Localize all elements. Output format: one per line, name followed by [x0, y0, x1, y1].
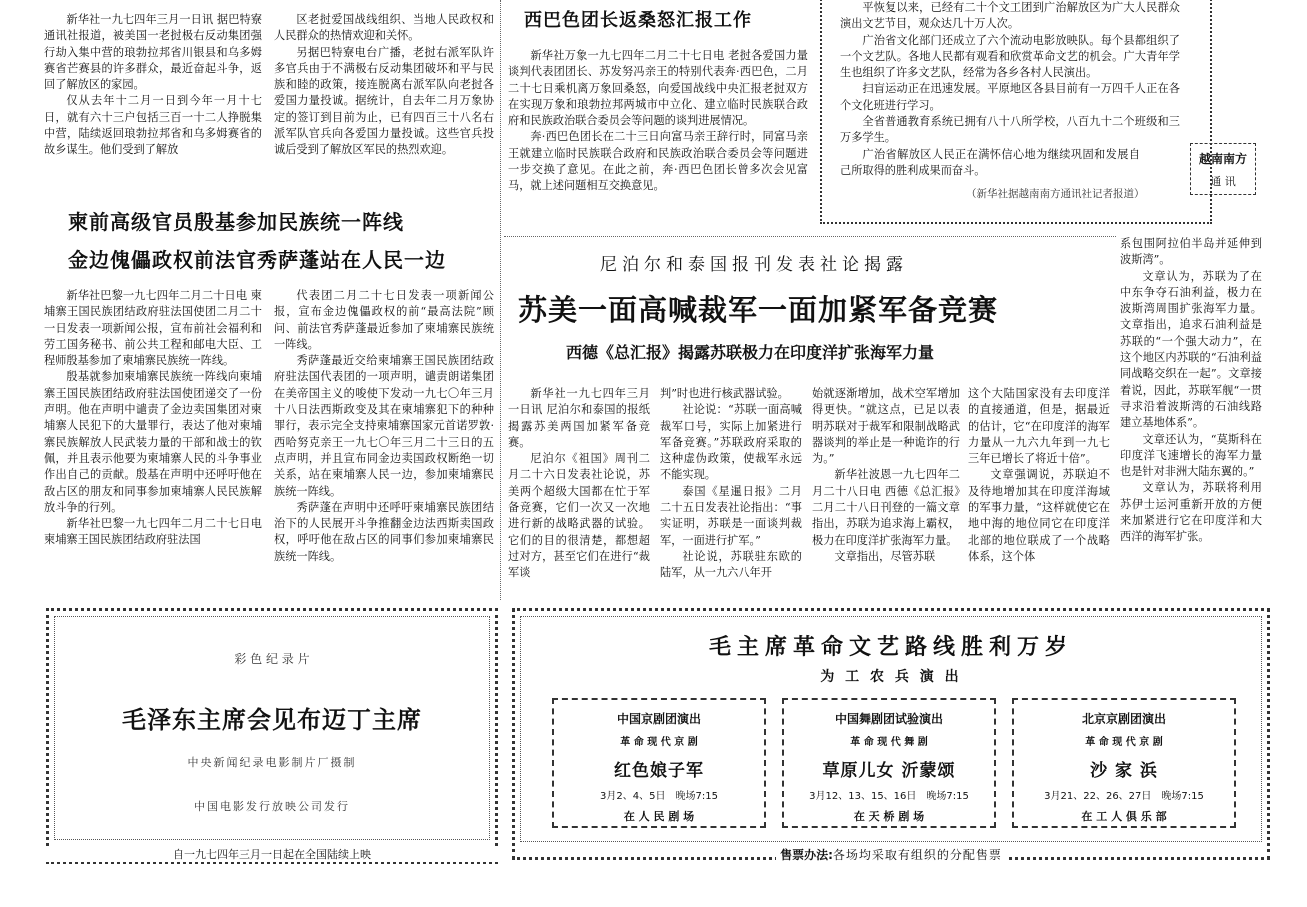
- paragraph: 区老挝爱国战线组织、当地人民政权和人民群众的热情欢迎和关怀。: [274, 13, 494, 43]
- film-producer: 中央新闻纪录电影制片厂摄制: [187, 756, 357, 769]
- paragraph: 新华社万象一九七四年二月二十七日电 老挝各爱国力量谈判代表团团长、苏发努冯亲王的特别代表奔·西巴色，二月二十七日乘机离万象回桑怒，向爱国战线中央汇报老挝双方在实现万象和琅勃拉邦两城市中立化、建立临时民族联合政府和民族政治联合委员会等问题的谈判进展情况。: [508, 49, 808, 128]
- paragraph: 秀萨蓬在声明中还呼吁柬埔寨民族团结治下的人民展开斗争推翻金边法西斯卖国政权，呼吁他在敌占区的同事们参加柬埔寨民族统一阵线。: [274, 500, 494, 563]
- cambodia-col2: [274, 288, 494, 590]
- paragraph: 仅从去年十二月一日到今年一月十七日，就有六十三户包括三百一十二人挣脱集中营，陆续返回琅勃拉邦省和乌多姆赛省的故乡谋生。他们受到了解放: [44, 94, 262, 157]
- cambodia-col1: [44, 288, 262, 590]
- vietnam-culture-text: [840, 0, 1180, 200]
- ticket-org: 中国京剧团演出: [616, 712, 701, 726]
- film-title: 毛泽东主席会见布迈丁主席: [122, 706, 422, 734]
- cambodia-headline-1: 柬前高级官员殷基参加民族统一阵线: [68, 210, 404, 234]
- film-type-label: 彩 色 纪 录 片: [234, 652, 310, 666]
- paragraph: 文章指出，尽管苏联: [834, 549, 936, 563]
- paragraph: 新华社巴黎一九七四年二月二十七日电 柬埔寨王国民族团结政府驻法国: [44, 517, 262, 547]
- paragraph: 判”时也进行核武器试验。: [660, 387, 789, 400]
- sale-text: 各场均采取有组织的分配售票: [833, 848, 1006, 862]
- ticket-show: 草原儿女 沂蒙颂: [822, 761, 956, 781]
- paragraph: 广治省文化部门还成立了六个流动电影放映队。每个县都组织了一个文艺队。各地人民都有观看和欣赏革命文艺的机会。广大青年学生也组织了许多文艺队，经常为各乡各村人民演出。: [840, 33, 1180, 80]
- paragraph: 尼泊尔《祖国》周刊二月二十六日发表社论说，苏美两个超级大国都在忙于军备竞赛，它们一次又一次地进行新的战略武器的试验。它们的目的很清楚，都想超过对方，甚至它们在进行“裁军谈: [508, 452, 650, 580]
- paragraph: 新华社一九七四年三月一日讯 据巴特寮通讯社报道，被美国一老挝极右反动集团强行劫入集中营的琅勃拉邦省川银县和乌多姆赛省芒赛县的许多群众，最近奋起斗争，返回了解放区的家园。: [44, 13, 262, 92]
- paragraph: 奔·西巴色团长在二十三日向富马亲王辞行时，同富马亲王就建立临时民族联合政府和民族政治联合委员会等问题进一步交换了意见。在此之前，奔·西巴色团长曾多次会见富马，就上述问题相互交换意见。: [508, 130, 808, 193]
- cambodia-headline-2: 金边傀儡政权前法官秀萨蓬站在人民一边: [68, 248, 446, 272]
- paragraph: 文章强调说，苏联迫不及待地增加其在印度洋海域的军事力量，“这样就使它在地中海的地位同它在印度洋北部的地位联成了一个战略体系，这个体: [968, 468, 1110, 563]
- ticket-genre: 革 命 现 代 京 剧: [620, 737, 698, 748]
- laos-returnees-col2: [274, 12, 494, 192]
- paragraph: 代表团二月二十七日发表一项新闻公报，宣布金边傀儡政权的前“最高法院”顾问、前法官秀萨蓬最近参加了柬埔寨民族统一阵线。: [274, 289, 494, 351]
- paragraph: 平恢复以来，已经有二十个文工团到广治解放区为广大人民群众演出文艺节目，观众达几十万人次。: [840, 1, 1180, 31]
- section-divider: [504, 236, 1116, 237]
- arms-race-kicker: 尼泊尔和泰国报刊发表社论揭露: [600, 255, 908, 275]
- arms-race-col4: [968, 386, 1110, 596]
- paragraph: 这个大陆国家没有去印度洋的直接通道，但是，据最近的估计，它“在印度洋的海军力量从一九六九年到一九七三年已增长了将近十倍”。: [968, 387, 1110, 466]
- arms-race-headline: 苏美一面高喊裁军一面加紧军备竞赛: [518, 293, 999, 327]
- stamp-line2: 通 讯: [1210, 175, 1236, 188]
- paragraph: 殷基就参加柬埔寨民族统一阵线向柬埔寨王国民族团结政府驻法国使团递交了一份声明。他在声明中谴责了金边卖国集团对柬埔寨人民犯下的大量罪行，表达了他对柬埔寨民族解放人民武装力量的干部和战士的钦佩，并且表示他要为柬埔寨人民的斗争事业作出自己的贡献。殷基在声明中还呼吁他在敌占区的朋友和同事参加柬埔寨人民民族解放斗争的行列。: [44, 370, 262, 514]
- ticket-red-detachment: [552, 698, 766, 828]
- paragraph: 文章还认为，“莫斯科在印度洋飞速增长的海军力量也是针对非洲大陆东翼的。”: [1120, 432, 1262, 479]
- paragraph: 泰国《星暹日报》二月二十五日发表社论指出：“事实证明，苏联是一面谈判裁军，一面进行扩军。”: [660, 484, 802, 547]
- ticket-genre: 革 命 现 代 舞 剧: [850, 737, 928, 748]
- film-release-note: 自一九七四年三月一日起在全国陆续上映: [46, 846, 498, 862]
- column-divider: [500, 0, 501, 600]
- paragraph: 系包围阿拉伯半岛并延伸到波斯湾”。: [1120, 237, 1262, 267]
- laos-center-headline: 西巴色团长返桑怒汇报工作: [524, 10, 752, 31]
- paragraph: 文章认为，苏联为了在中东争夺石油利益，极力在波斯湾周围扩张海军力量。文章指出，追求石油利益是苏联的“一个强大动力”，在这个地区内苏联的“石油利益同战略交织在一起”。文章接着说，因此，苏联军舰“一贯寻求沿着波斯湾的石油线路建立基地体系”。: [1120, 269, 1262, 430]
- paragraph: 新华社一九七四年三月一日讯 尼泊尔和泰国的报纸揭露苏美两国加紧军备竞赛。: [508, 387, 650, 449]
- ticket-venue: 在 天 桥 剧 场: [853, 810, 925, 823]
- arms-race-subhead: 西德《总汇报》揭露苏联极力在印度洋扩张海军力量: [566, 343, 935, 362]
- ticket-grassland-yimeng: [782, 698, 996, 828]
- ticket-show: 红色娘子军: [614, 761, 704, 781]
- paragraph: 全省普通教育系统已拥有八十八所学校，八百九十二个班级和三万多学生。: [840, 115, 1180, 145]
- ticket-venue: 在 工 人 俱 乐 部: [1081, 810, 1167, 823]
- performance-title: 毛主席革命文艺路线胜利万岁: [708, 635, 1073, 660]
- laos-center-col: [508, 48, 808, 234]
- arms-race-col3: [812, 386, 960, 596]
- ticket-org: 北京京剧团演出: [1081, 712, 1166, 726]
- ticket-org: 中国舞剧团试验演出: [834, 712, 943, 726]
- sale-label: 售票办法:: [776, 848, 833, 862]
- ticket-show: 沙 家 浜: [1090, 761, 1158, 781]
- source-note: （新华社据越南南方通讯社记者报道）: [966, 188, 1145, 200]
- paragraph: 扫盲运动正在迅速发展。平原地区各县目前有一万四千人正在各个文化班进行学习。: [840, 82, 1180, 112]
- ticket-dates: 3月2、4、5日 晚场7:15: [600, 791, 718, 802]
- ticket-genre: 革 命 现 代 京 剧: [1085, 737, 1163, 748]
- ticket-venue: 在 人 民 剧 场: [623, 810, 695, 823]
- arms-race-col1: [508, 386, 650, 596]
- arms-race-col2: [660, 386, 802, 596]
- ticket-dates: 3月12、13、15、16日 晚场7:15: [809, 791, 969, 802]
- news-agency-stamp: [1190, 143, 1256, 195]
- paragraph: 新华社波恩一九七四年二月二十八日电 西德《总汇报》二月二十八日刊登的一篇文章指出，苏联为追求海上霸权，极力在印度洋扩张海军力量。: [812, 468, 960, 547]
- arms-race-col5: [1120, 236, 1262, 596]
- stamp-line1: 越南南方: [1198, 152, 1247, 166]
- paragraph: 社论说：“苏联一面高喊裁军口号，实际上加紧进行军备竞赛。”苏联政府采取的这种虚伪政策，使裁军永远不能实现。: [660, 403, 802, 482]
- paragraph: 新华社巴黎一九七四年二月二十日电 柬埔寨王国民族团结政府驻法国使团二月二十一日发表一项新闻公报，宣布前社会福利和劳工国务秘书、前公共工程和邮电大臣、工程师殷基参加了柬埔寨民族统一阵线。: [44, 289, 262, 368]
- paragraph: 秀萨蓬最近交给柬埔寨王国民族团结政府驻法国代表团的一项声明，谴责朗诺集团在美帝国主义的唆使下发动一九七〇年三月十八日法西斯政变及其在柬埔寨犯下的种种罪行，表示完全支持柬埔寨国家元首诺罗敦·西哈努克亲王一九七〇年三月二十三日的五点声明，并且宣布同金边卖国政权断绝一切关系，站在柬埔寨人民一边，参加柬埔寨民族统一阵线。: [274, 354, 494, 498]
- ticket-sale-note: [512, 846, 1270, 863]
- paragraph: 社论说，苏联驻东欧的陆军，从一九六八年开: [660, 549, 802, 580]
- film-distributor: 中国电影发行放映公司发行: [194, 800, 350, 813]
- paragraph: 另据巴特寮电台广播，老挝右派军队许多官兵由于不满极右反动集团破坏和平与民族和睦的政策，接连脱离右派军队向老挝各爱国力量投诚。据统计，自去年二月万象协定的签订到目前为止，已有四百三十八名右派军队官兵向各爱国力量投诚。这些官兵投诚后受到了解放区军民的热烈欢迎。: [274, 45, 494, 157]
- paragraph: 文章认为，苏联将利用苏伊士运河重新开放的方便来加紧进行它在印度洋和大西洋的海军扩张。: [1120, 481, 1262, 544]
- paragraph: 始就逐渐增加，战术空军增加得更快。“就这点，已足以表明苏联对于裁军和限制战略武器谈判的举止是一种诡诈的行为。”: [812, 387, 960, 466]
- ticket-dates: 3月21、22、26、27日 晚场7:15: [1044, 791, 1204, 802]
- performance-subtitle: 为 工 农 兵 演 出: [820, 669, 962, 685]
- laos-returnees-col1: [44, 12, 262, 192]
- paragraph: 广治省解放区人民正在满怀信心地为继续巩固和发展自己所取得的胜利成果而奋斗。: [840, 147, 1140, 177]
- ticket-shajiabang: [1012, 698, 1236, 828]
